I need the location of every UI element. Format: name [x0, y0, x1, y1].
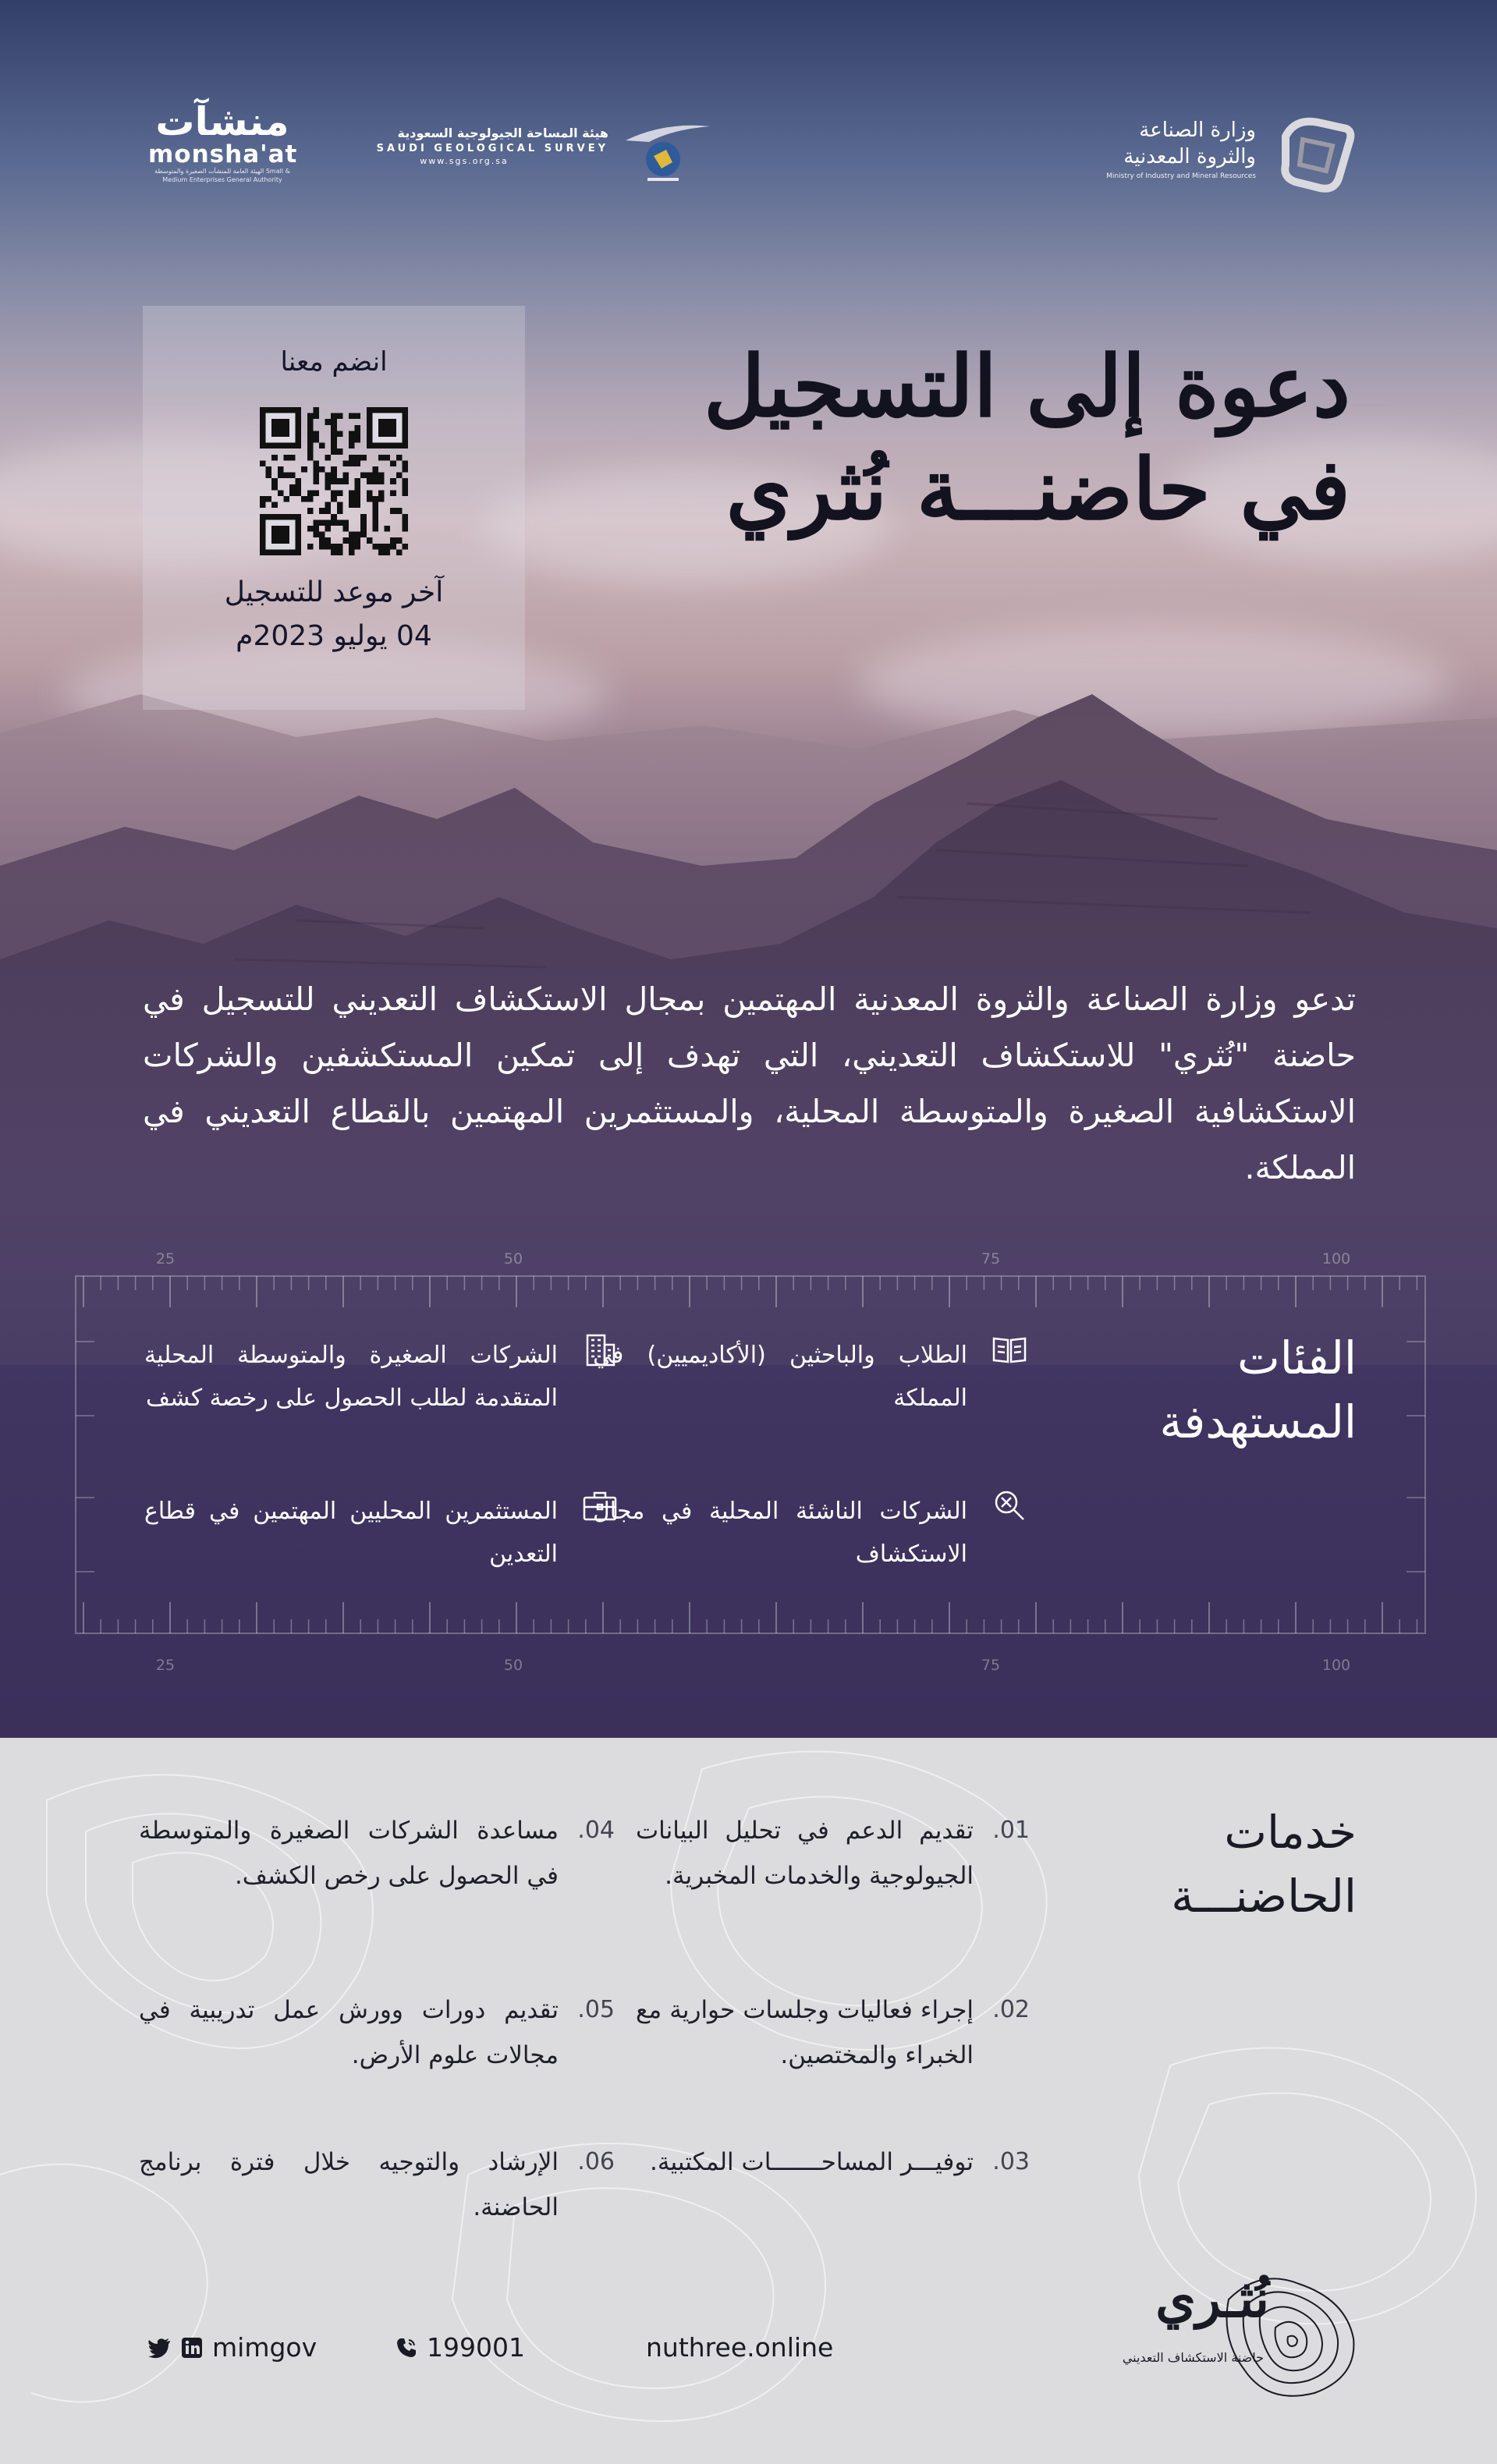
contact-footer [0, 2332, 1497, 2379]
website-link[interactable] [646, 2332, 833, 2363]
service-number: 03. [992, 2148, 1030, 2175]
mim-emblem-icon [1272, 113, 1357, 199]
ruler-tick-label: 25 [155, 1657, 176, 1674]
services-heading-line1: خدمات [1224, 1806, 1357, 1859]
service-number: 05. [577, 1996, 615, 2023]
qr-code-icon[interactable] [260, 407, 408, 555]
social-accounts[interactable] [147, 2332, 317, 2363]
magnifier-icon [991, 1487, 1028, 1524]
phone-icon [394, 2335, 419, 2360]
mim-logo-ar-line1: وزارة الصناعة [1139, 119, 1256, 142]
monshaat-logo-sub: الهيئة العامة للمنشآت الصغيرة والمتوسطة Small & Medium Enterprises General Authority [154, 168, 290, 183]
monshaat-logo-en: monsha'at [148, 140, 298, 168]
join-us-label: انضم معنا [280, 346, 388, 378]
qr-register-box[interactable] [143, 306, 525, 710]
twitter-icon[interactable] [147, 2335, 172, 2360]
service-item [636, 2140, 1030, 2185]
page-title [570, 335, 1350, 541]
target-text: الطلاب والباحثين (الأكاديميين) في المملكة [593, 1342, 967, 1412]
mim-logo-en: Ministry of Industry and Mineral Resources [1106, 172, 1256, 180]
intro-paragraph: تدعو وزارة الصناعة والثروة المعدنية المهتمين بمجال الاستكشاف التعديني للتسجيل في حاضنة "نُثري" للاستكشاف التعديني، التي تهدف إلى تمكين المستكشفين والشركات الاستكشافية الصغيرة والمتوسطة المحلية، والمستثمرين المهتمين بالقطاع التعديني في المملكة. [143, 980, 1356, 1186]
service-text: توفيـــر المساحـــــــات المكتبية. [650, 2148, 974, 2176]
ruler-tick-label: 25 [155, 1250, 176, 1267]
building-icon [581, 1331, 619, 1368]
phone-contact[interactable] [394, 2332, 525, 2363]
service-item [636, 1987, 1030, 2078]
service-item [139, 1987, 615, 2078]
services-heading [1123, 1800, 1357, 1928]
deadline-date: 04 يوليو 2023م [236, 620, 432, 652]
briefcase-icon [581, 1487, 619, 1524]
registration-deadline [143, 571, 525, 658]
monshaat-logo [148, 101, 296, 184]
mim-logo [1077, 117, 1256, 183]
service-text: الإرشاد والتوجيه خلال فترة برنامج الحاضنة. [139, 2148, 559, 2221]
targets-heading-line2: المستهدفة [1159, 1395, 1357, 1448]
service-text: تقديم دورات وورش عمل تدريبية في مجالات علوم الأرض. [139, 1996, 559, 2069]
target-investors [144, 1490, 558, 1576]
phone-number: 199001 [427, 2332, 525, 2363]
target-startups [593, 1490, 967, 1576]
target-students [593, 1334, 967, 1420]
nuthree-logo-tagline: حاضنة الاستكشاف التعديني [1122, 2350, 1264, 2365]
target-text: المستثمرين المحليين المهتمين في قطاع التعدين [144, 1498, 558, 1568]
ruler-tick-label: 75 [981, 1250, 1001, 1267]
ruler-tick-label: 50 [503, 1657, 523, 1674]
service-text: مساعدة الشركات الصغيرة والمتوسطة في الحصول على رخص الكشف. [139, 1817, 559, 1890]
service-number: 06. [577, 2148, 615, 2175]
nuthree-logo-name: نُثـري [1155, 2268, 1269, 2329]
linkedin-icon[interactable] [179, 2335, 204, 2360]
service-number: 02. [992, 1996, 1030, 2023]
service-item [139, 1808, 615, 1899]
service-item [636, 1808, 1030, 1899]
sgs-logo-ar: هيئة المساحة الجيولوجية السعودية [397, 126, 608, 140]
social-handle: mimgov [212, 2332, 317, 2363]
ruler-tick-label: 100 [1321, 1250, 1351, 1267]
monshaat-logo-ar: منشآت [155, 99, 289, 144]
service-number: 01. [992, 1817, 1030, 1844]
sgs-logo [374, 125, 608, 166]
targets-heading [1123, 1326, 1357, 1454]
mim-logo-ar-line2: والثروة المعدنية [1123, 145, 1256, 168]
title-line-1: دعوة إلى التسجيل [704, 338, 1350, 436]
target-sme [144, 1334, 558, 1420]
services-heading-line2: الحاضنـــة [1171, 1870, 1357, 1923]
website-text: nuthree.online [646, 2332, 834, 2363]
service-item [139, 2140, 615, 2230]
sgs-emblem-icon [610, 119, 711, 189]
target-text: الشركات الناشئة المحلية في مجال الاستكشاف [593, 1498, 967, 1568]
targets-heading-line1: الفئات [1237, 1331, 1357, 1384]
sgs-logo-en: SAUDI GEOLOGICAL SURVEY [376, 143, 608, 154]
open-book-icon [991, 1331, 1028, 1368]
ruler-tick-label: 50 [503, 1250, 523, 1267]
ruler-tick-label: 100 [1321, 1657, 1351, 1674]
service-number: 04. [577, 1817, 615, 1844]
service-text: إجراء فعاليات وجلسات حوارية مع الخبراء والمختصين. [636, 1996, 974, 2069]
deadline-label: آخر موعد للتسجيل [224, 576, 444, 608]
service-text: تقديم الدعم في تحليل البيانات الجيولوجية والخدمات المخبرية. [636, 1817, 974, 1890]
target-text: الشركات الصغيرة والمتوسطة المحلية المتقدمة لطلب الحصول على رخصة كشف [144, 1342, 558, 1412]
sgs-logo-url: www.sgs.org.sa [420, 156, 509, 166]
ruler-tick-label: 75 [981, 1657, 1001, 1674]
title-line-2: في حاضنـــة نُثري [725, 441, 1350, 539]
